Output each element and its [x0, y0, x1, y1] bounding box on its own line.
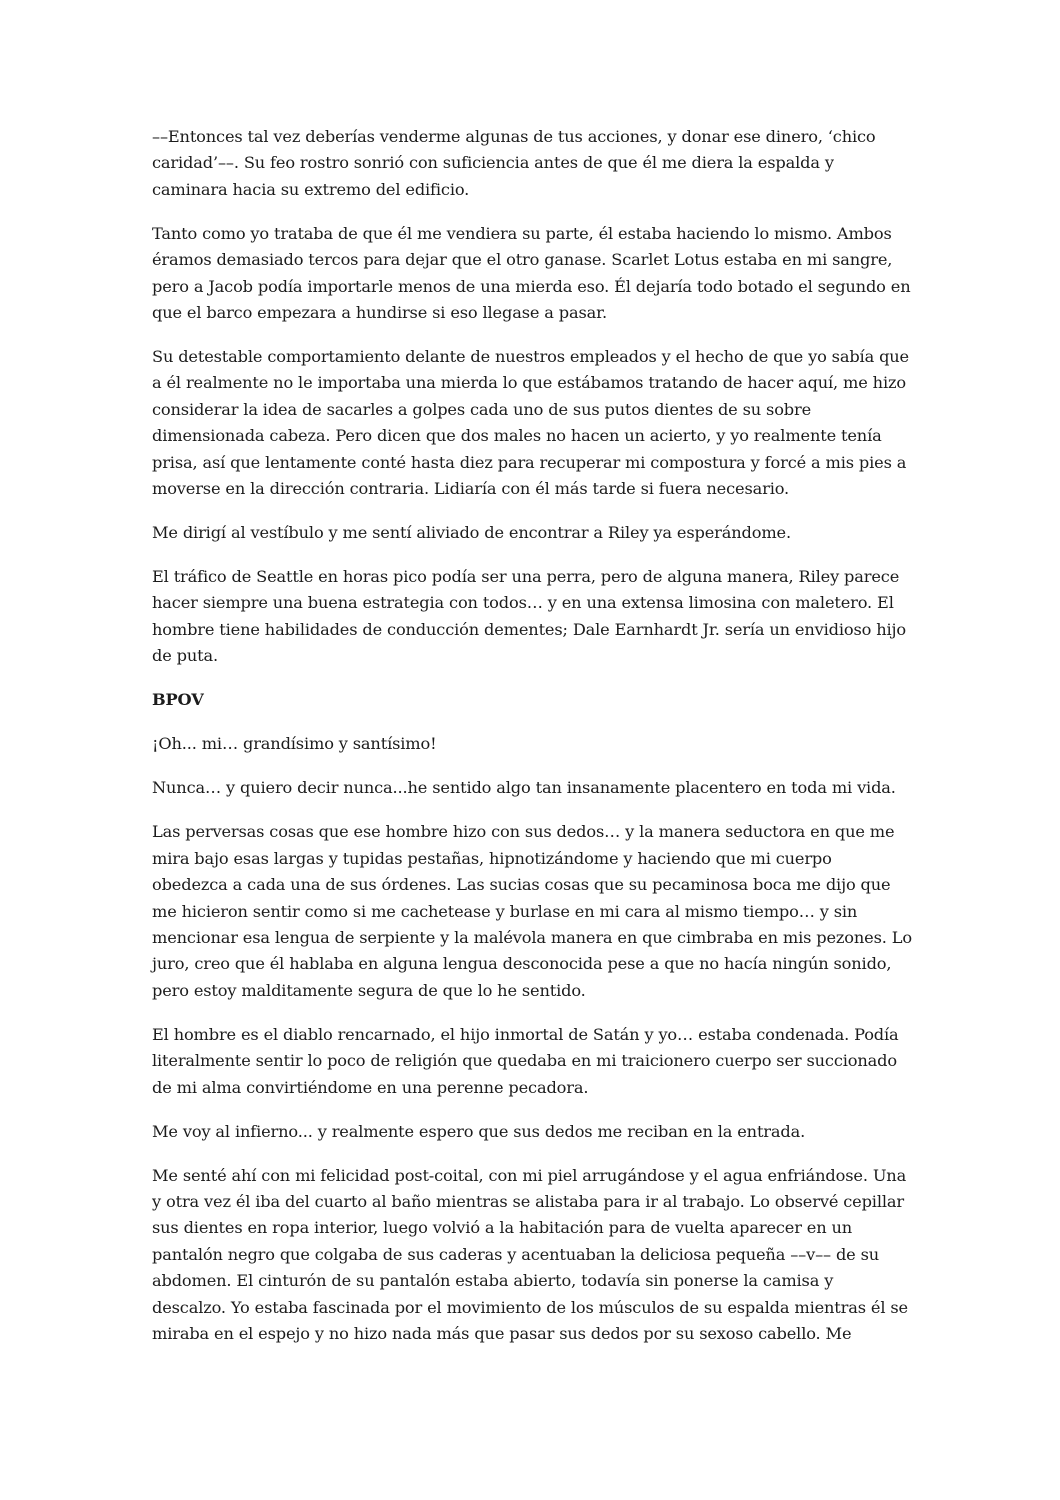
- paragraph: Me senté ahí con mi felicidad post-coital, con mi piel arrugándose y el agua enfriándose. Una y otra vez él iba del cuarto al baño mientras se alistaba para ir al trabajo. Lo observé cepillar sus dientes en ropa interior, luego volvió a la habitación para de vuelta aparecer en un pantalón negro que colgaba de sus caderas y acentuaban la deliciosa pequeña ––v–– de su abdomen. El cinturón de su pantalón estaba abierto, todavía sin ponerse la camisa y descalzo. Yo estaba fascinada por el movimiento de los músculos de su espalda mientras él se miraba en el espejo y no hizo nada más que pasar sus dedos por su sexoso cabello. Me: [152, 1165, 908, 1343]
- paragraph: El hombre es el diablo rencarnado, el hijo inmortal de Satán y yo… estaba condenada. Podía literalmente sentir lo poco de religión que quedaba en mi traicionero cuerpo ser succionado de mi alma convirtiéndome en una perenne pecadora.: [152, 1024, 899, 1097]
- paragraph: Las perversas cosas que ese hombre hizo con sus dedos… y la manera seductora en que me mira bajo esas largas y tupidas pestañas, hipnotizándome y haciendo que mi cuerpo obedezca a cada una de sus órdenes. Las sucias cosas que su pecaminosa boca me dijo que me hicieron sentir como si me cachetease y burlase en mi cara al mismo tiempo… y sin mencionar esa lengua de serpiente y la malévola manera en que cimbraba en mis pezones. Lo juro, creo que él hablaba en alguna lengua desconocida pese a que no hacía ningún sonido, pero estoy malditamente segura de que lo he sentido.: [152, 822, 912, 1000]
- paragraph: Me dirigí al vestíbulo y me sentí aliviado de encontrar a Riley ya esperándome.: [152, 523, 791, 543]
- paragraph: Nunca… y quiero decir nunca...he sentido algo tan insanamente placentero en toda mi vida.: [152, 778, 896, 798]
- paragraph: Tanto como yo trataba de que él me vendiera su parte, él estaba haciendo lo mismo. Ambos éramos demasiado tercos para dejar que el otro ganase. Scarlet Lotus estaba en mi sangre, pero a Jacob podía importarle menos de una mierda eso. Él dejaría todo botado el segundo en que el barco empezara a hundirse si eso llegase a pasar.: [152, 223, 911, 323]
- document-body: [152, 124, 912, 1365]
- paragraph: Me voy al infierno... y realmente espero que sus dedos me reciban en la entrada.: [152, 1121, 806, 1141]
- paragraph: ––Entonces tal vez deberías venderme algunas de tus acciones, y donar ese dinero, ‘chico caridad’––. Su feo rostro sonrió con suficiencia antes de que él me diera la espalda y caminara hacia su extremo del edificio.: [152, 127, 876, 199]
- paragraph: ¡Oh... mi… grandísimo y santísimo!: [152, 734, 437, 754]
- paragraph: Su detestable comportamiento delante de nuestros empleados y el hecho de que yo sabía que a él realmente no le importaba una mierda lo que estábamos tratando de hacer aquí, me hizo considerar la idea de sacarles a golpes cada uno de sus putos dientes de su sobre dimensionada cabeza. Pero dicen que dos males no hacen un acierto, y yo realmente tenía prisa, así que lentamente conté hasta diez para recuperar mi compostura y forcé a mis pies a moverse en la dirección contraria. Lidiaría con él más tarde si fuera necesario.: [152, 347, 909, 499]
- section-heading: BPOV: [152, 690, 204, 710]
- paragraph: El tráfico de Seattle en horas pico podía ser una perra, pero de alguna manera, Riley parece hacer siempre una buena estrategia con todos… y en una extensa limosina con maletero. El hombre tiene habilidades de conducción dementes; Dale Earnhardt Jr. sería un envidioso hijo de puta.: [152, 567, 907, 666]
